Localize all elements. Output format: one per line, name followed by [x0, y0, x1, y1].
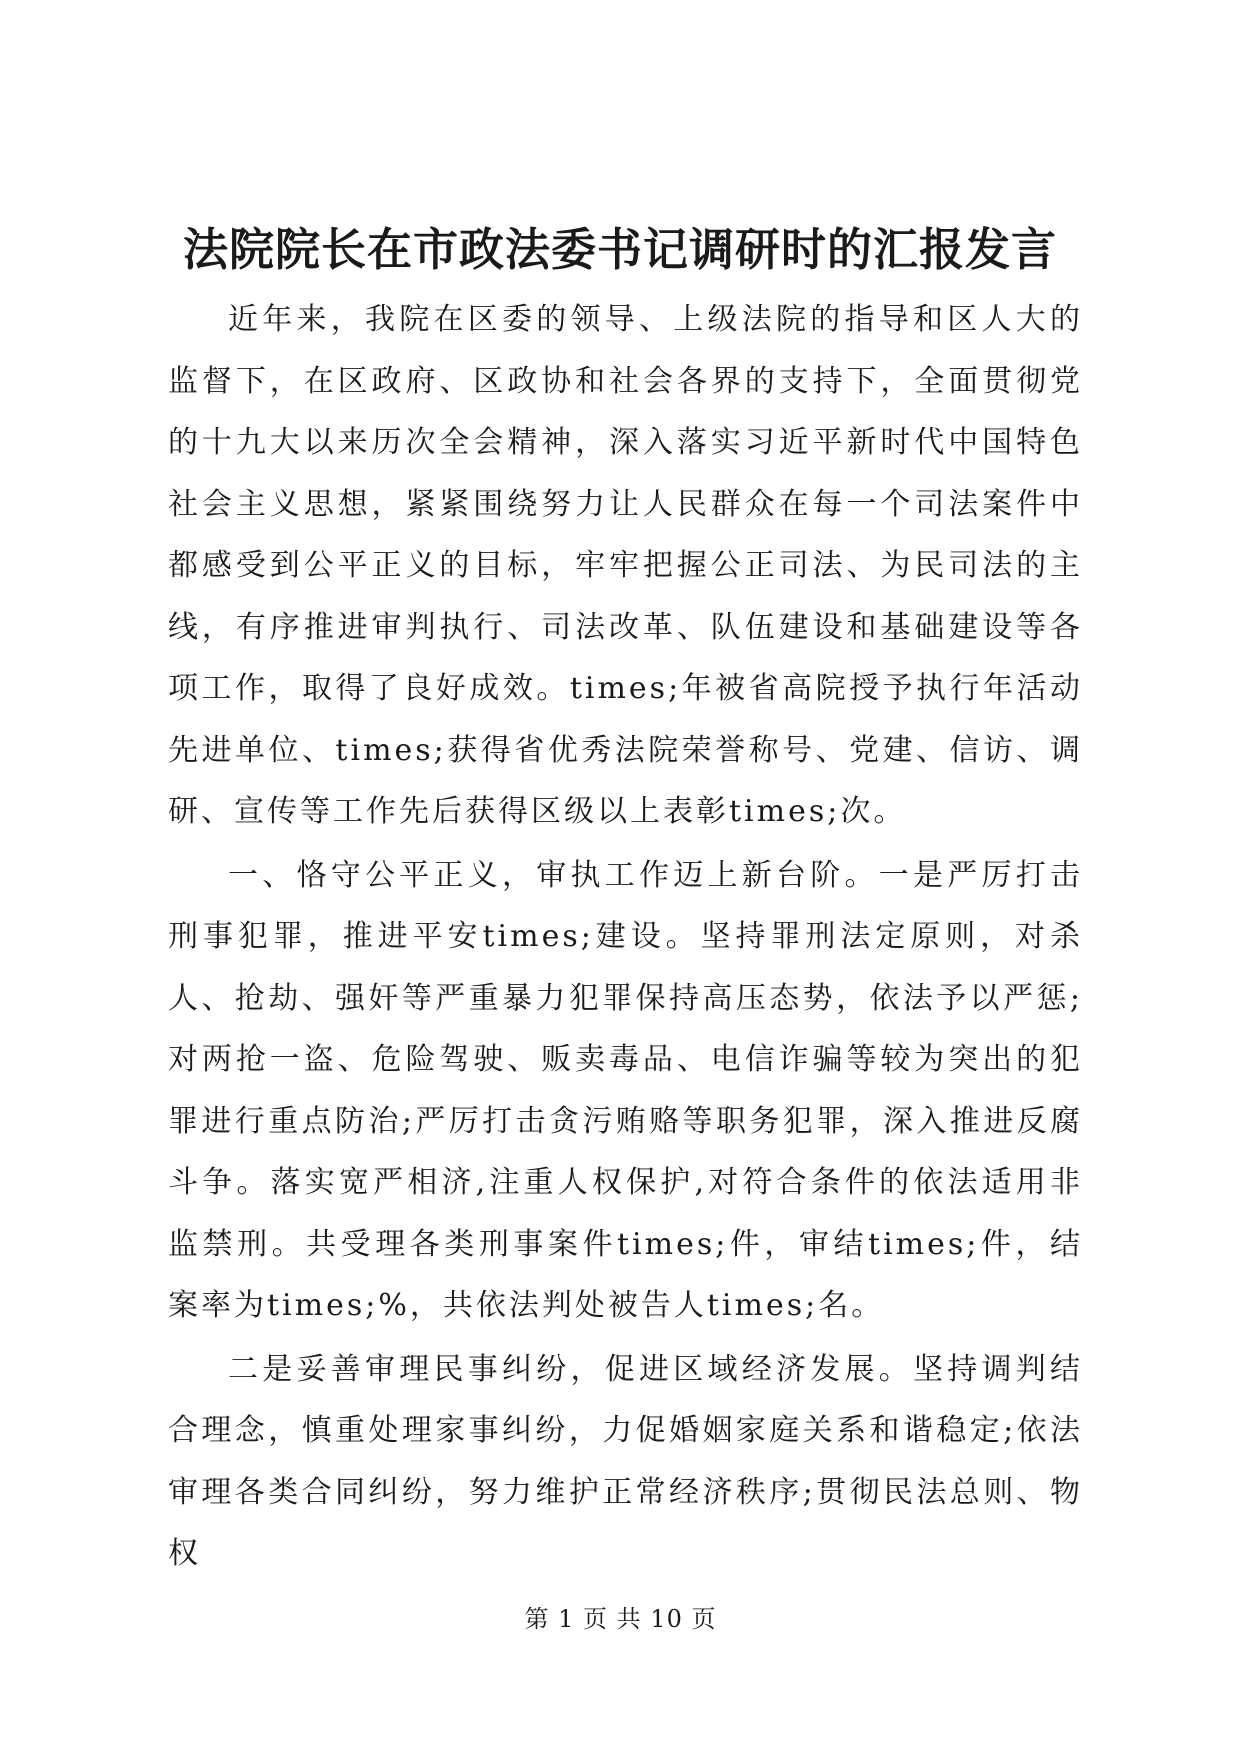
- page-number-footer: 第 1 页 共 10 页: [524, 1605, 717, 1633]
- paragraph-section-one: 一、恪守公平正义，审执工作迈上新台阶。一是严厉打击刑事犯罪，推进平安times;建设。坚持罪刑法定原则，对杀人、抢劫、强奸等严重暴力犯罪保持高压态势，依法予以严惩;对两抢一盗、危险驾驶、贩卖毒品、电信诈骗等较为突出的犯罪进行重点防治;严厉打击贪污贿赂等职务犯罪，深入推进反腐斗争。落实宽严相济,注重人权保护,对符合条件的依法适用非监禁刑。共受理各类刑事案件times;件，审结times;件，结案率为times;%，共依法判处被告人times;名。: [168, 857, 1083, 1323]
- document-title: 法院院长在市政法委书记调研时的汇报发言: [182, 223, 1057, 276]
- document-body: [168, 289, 1083, 1587]
- paragraph-intro: 近年来，我院在区委的领导、上级法院的指导和区人大的监督下，在区政府、区政协和社会各界的支持下，全面贯彻党的十九大以来历次全会精神，深入落实习近平新时代中国特色社会主义思想，紧紧围绕努力让人民群众在每一个司法案件中都感受到公平正义的目标，牢牢把握公正司法、为民司法的主线，有序推进审判执行、司法改革、队伍建设和基础建设等各项工作，取得了良好成效。times;年被省高院授予执行年活动先进单位、times;获得省优秀法院荣誉称号、党建、信访、调研、宣传等工作先后获得区级以上表彰times;次。: [168, 302, 1083, 829]
- paragraph-civil-disputes: 二是妥善审理民事纠纷，促进区域经济发展。坚持调判结合理念，慎重处理家事纠纷，力促婚姻家庭关系和谐稳定;依法审理各类合同纠纷，努力维护正常经济秩序;贯彻民法总则、物权: [168, 1351, 1083, 1571]
